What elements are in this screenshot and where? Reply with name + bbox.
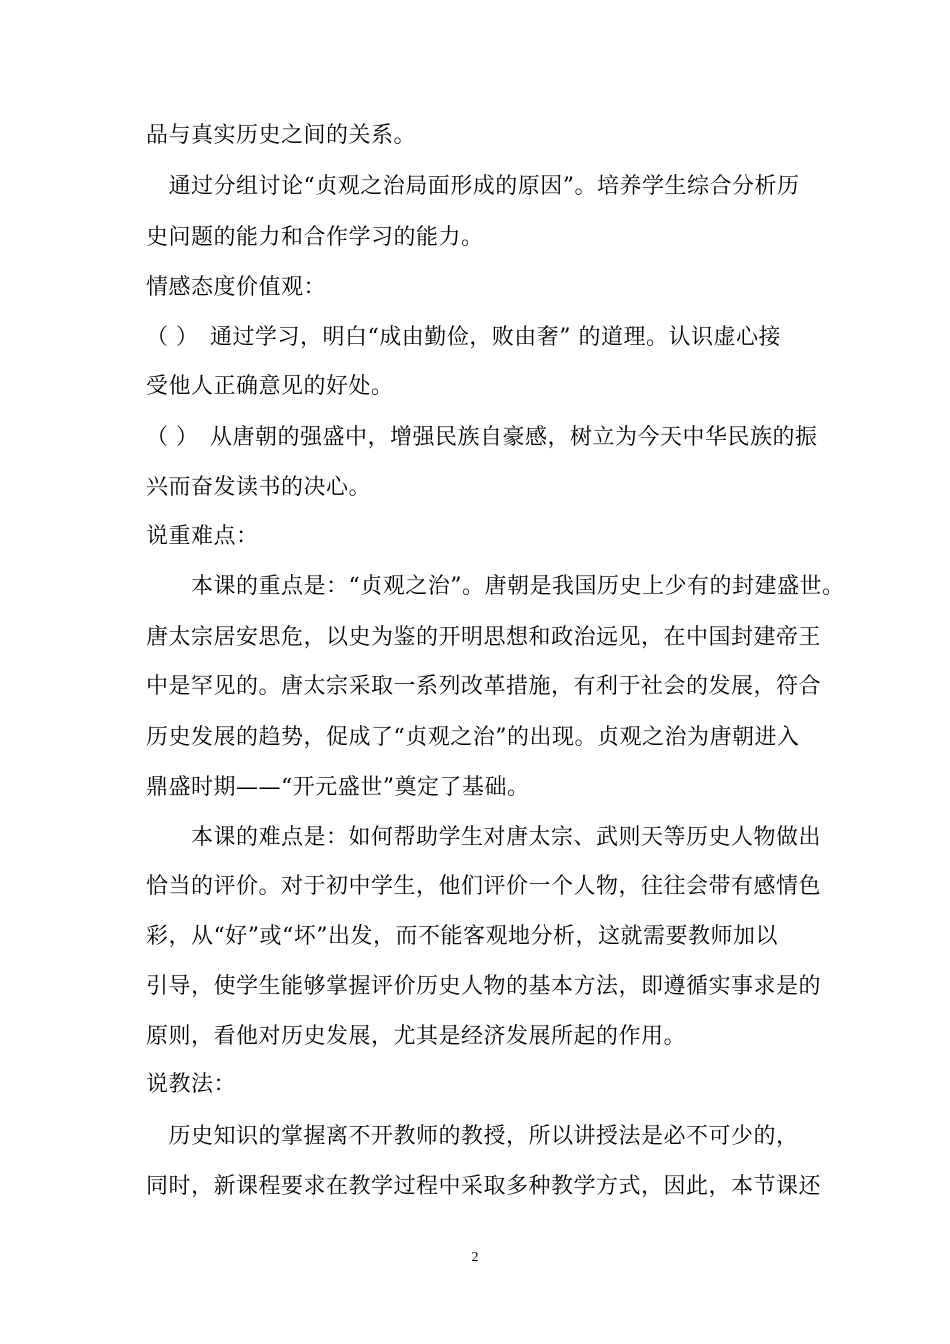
- text-line: 原则，看他对历史发展，尤其是经济发展所起的作用。: [146, 1024, 687, 1049]
- text-line: 恰当的评价。对于初中学生，他们评价一个人物，往往会带有感情色: [146, 874, 822, 899]
- text-line: 历史发展的趋势，促成了“贞观之治”的出现。贞观之治为唐朝进入: [146, 725, 800, 750]
- section-heading: 说教法：: [146, 1072, 237, 1097]
- text-line: 通过分组讨论“贞观之治局面形成的原因”。培养学生综合分析历: [146, 174, 800, 199]
- text-line: 彩，从“好”或“坏”出发，而不能客观地分析，这就需要教师加以: [146, 924, 778, 949]
- text-line: 品与真实历史之间的关系。: [146, 123, 417, 148]
- text-line: （ ） 从唐朝的强盛中，增强民族自豪感，树立为今天中华民族的振: [146, 425, 818, 450]
- text-line: 本课的难点是：如何帮助学生对唐太宗、武则天等历史人物做出: [146, 825, 822, 850]
- text-line: 本课的重点是：“贞观之治”。唐朝是我国历史上少有的封建盛世。: [146, 574, 845, 599]
- text-line: 引导，使学生能够掌握评价历史人物的基本方法，即遵循实事求是的: [146, 974, 822, 999]
- page-number: 2: [471, 1250, 479, 1265]
- text-line: 唐太宗居安思危，以史为鉴的开明思想和政治远见，在中国封建帝王: [146, 625, 822, 650]
- text-line: 鼎盛时期——“开元盛世”奠定了基础。: [146, 775, 530, 800]
- text-line: （ ） 通过学习，明白“成由勤俭，败由奢” 的道理。认识虚心接: [146, 325, 781, 350]
- text-line: 中是罕见的。唐太宗采取一系列改革措施，有利于社会的发展，符合: [146, 674, 822, 699]
- text-line: 同时，新课程要求在教学过程中采取多种教学方式，因此，本节课还: [146, 1174, 822, 1199]
- section-heading: 说重难点：: [146, 524, 259, 549]
- text-line: 历史知识的掌握离不开教师的教授，所以讲授法是必不可少的，: [146, 1124, 799, 1149]
- text-line: 史问题的能力和合作学习的能力。: [146, 225, 484, 250]
- section-heading: 情感态度价值观：: [146, 275, 327, 300]
- text-line: 受他人正确意见的好处。: [146, 374, 394, 399]
- text-line: 兴而奋发读书的决心。: [146, 475, 372, 500]
